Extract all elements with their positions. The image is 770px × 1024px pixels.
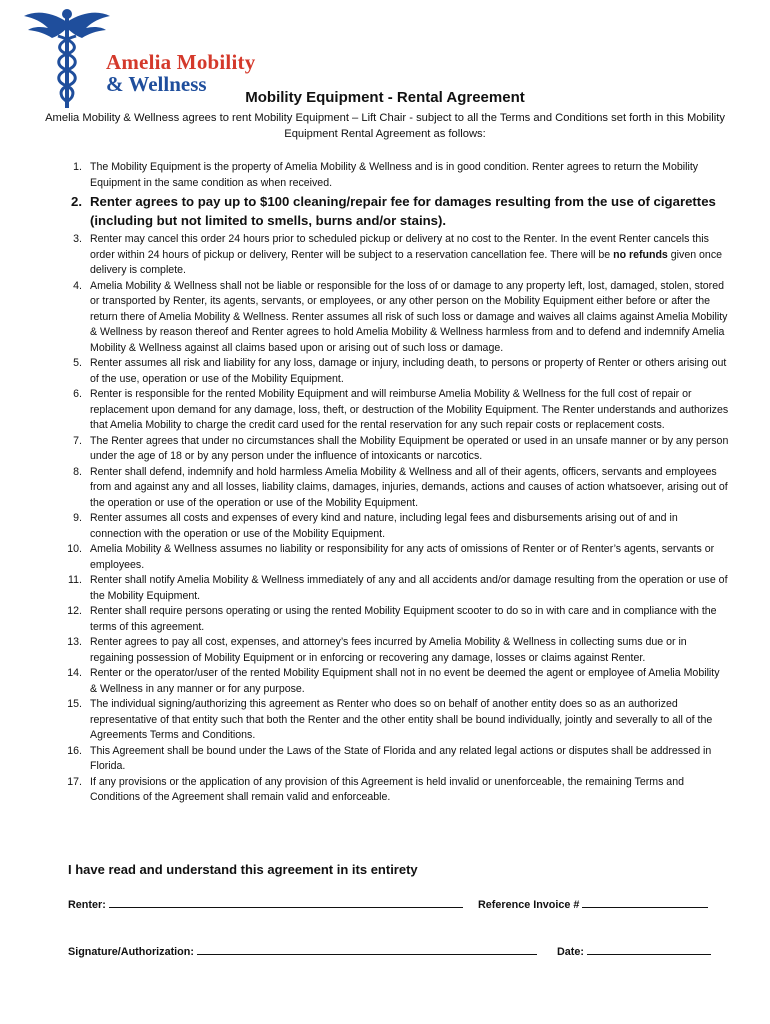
reference-invoice-label: Reference Invoice #: [478, 899, 580, 911]
term-number: 8.: [73, 465, 82, 478]
term-item: [44, 744, 729, 775]
date-label: Date:: [557, 946, 584, 958]
term-item: [44, 465, 729, 512]
term-number: 11.: [68, 574, 82, 586]
term-text: If any provisions or the application of any provision of this Agreement is held invalid or unenforceable, the remaining Terms and Conditions of the Agreement shall remain valid and enforceable.: [90, 775, 684, 803]
term-item: [44, 356, 729, 387]
term-number: 2.: [71, 194, 82, 209]
term-item: [44, 573, 729, 604]
term-number: 16.: [67, 744, 82, 757]
term-number: 1.: [73, 161, 82, 173]
term-text: Renter agrees to pay up to $100 cleaning/repair fee for damages resulting from the use of cigarettes (including but not limited to smells, burns and/or stains).: [90, 194, 716, 228]
term-text-part: given once delivery is complete.: [90, 248, 723, 276]
term-text: The individual signing/authorizing this agreement as Renter who does so on behalf of another entity does so as an authorized representative of that entity such that both the Renter and the other entity shall be bound individually, jointly and severally to all of the Agreements Terms and Conditions.: [90, 698, 713, 741]
signature-line[interactable]: [197, 944, 537, 955]
logo-line-1: Amelia Mobility: [106, 50, 256, 74]
renter-label: Renter:: [68, 899, 106, 911]
logo-line-2: & Wellness: [106, 72, 207, 96]
term-text: Renter assumes all costs and expenses of every kind and nature, including legal fees and disbursements arising out of and in connection with the operation or use of the Mobility Equipment.: [90, 512, 678, 540]
term-text: Renter shall require persons operating or using the rented Mobility Equipment scooter to do so in with care and in compliance with the terms of this agreement.: [90, 605, 717, 633]
term-item: [44, 635, 729, 666]
term-item: [44, 232, 729, 279]
term-text: Renter is responsible for the rented Mobility Equipment and will reimburse Amelia Mobility & Wellness for the full cost of repair or replacement upon demand for any damage, loss, theft, or destruction of the Mobility Equipment. The Renter understands and authorizes that Amelia Mobility to charge the credit card used for the rental reservation for any such repair costs or replacement costs.: [90, 388, 729, 431]
term-number: 6.: [73, 388, 82, 400]
term-number: 12.: [67, 605, 82, 617]
term-text: Renter agrees to pay all cost, expenses, and attorney’s fees incurred by Amelia Mobility & Wellness in collecting sums due or in regaining possession of Mobility Equipment or in enforcing or recovering any damage, losses or claims against Renter.: [90, 636, 687, 664]
date-line[interactable]: [587, 944, 711, 955]
term-text-part: Renter may cancel this order 24 hours prior to scheduled pickup or delivery at no cost to the Renter. In the event Renter cancels this order within 24 hours of pickup or delivery, Renter will be subject to a reservation cancellation fee. There will be: [90, 233, 709, 261]
signature-label: Signature/Authorization:: [68, 946, 194, 958]
term-number: 13.: [67, 636, 82, 648]
term-number: 3.: [73, 233, 82, 245]
intro-paragraph: Amelia Mobility & Wellness agrees to rent Mobility Equipment – Lift Chair - subject to all the Terms and Conditions set forth in this Mobility Equipment Rental Agreement as follows:: [45, 112, 725, 140]
term-text: Amelia Mobility & Wellness assumes no liability or responsibility for any acts of omissions of Renter or of Renter’s agents, servants or employees.: [90, 543, 715, 571]
date-field[interactable]: [557, 944, 711, 958]
term-item: [44, 434, 729, 465]
term-number: 5.: [73, 357, 82, 369]
term-text: This Agreement shall be bound under the Laws of the State of Florida and any related legal actions or disputes shall be addressed in Florida.: [90, 744, 712, 772]
renter-field[interactable]: [68, 897, 463, 911]
reference-invoice-field[interactable]: [478, 897, 708, 911]
reference-invoice-line[interactable]: [582, 897, 708, 908]
term-number: 7.: [73, 434, 82, 447]
term-item: [44, 604, 729, 635]
term-item: [44, 387, 729, 434]
terms-list: [44, 160, 729, 806]
term-item: [44, 279, 729, 357]
term-number: 15.: [67, 698, 82, 710]
term-number: 14.: [67, 667, 82, 679]
acknowledgement-heading: I have read and understand this agreement in its entirety: [68, 862, 418, 877]
term-number: 9.: [73, 512, 82, 524]
term-item: [44, 775, 729, 806]
term-item: [44, 666, 729, 697]
term-item: [44, 697, 729, 744]
term-text: Renter assumes all risk and liability for any loss, damage or injury, including death, to persons or property of Renter or others arising out of the use, operation or use of the Mobility Equipment.: [90, 357, 727, 385]
document-title: Mobility Equipment - Rental Agreement: [245, 89, 525, 106]
term-item: [44, 160, 729, 191]
term-text: Amelia Mobility & Wellness shall not be liable or responsible for the loss of or damage to any property left, lost, damaged, stolen, stored or transported by Renter, its agents, servants, or employees, or any other person on the Mobility Equipment either before or after the return there of Amelia Mobility & Wellness. Renter assumes all risk of such loss or damage and waives all claims against Amelia Mobility & Wellness by reason thereof and Renter agrees to hold Amelia Mobility & Wellness harmless from and to defend and indemnify Amelia Mobility & Wellness against all claims based upon or arising out of such loss or damage.: [90, 279, 728, 354]
term-text: The Mobility Equipment is the property of Amelia Mobility & Wellness and is in good condition. Renter agrees to return the Mobility Equipment in the same condition as when received.: [90, 161, 699, 189]
term-number: 10.: [67, 543, 82, 555]
term-item: [44, 511, 729, 542]
term-text: Renter shall defend, indemnify and hold harmless Amelia Mobility & Wellness and all of their agents, officers, servants and employees from and against any and all losses, liability claims, damages, injuries, demands, actions and causes of action whatsoever, arising out of the operation or use of the operation or use of the Mobility Equipment.: [90, 465, 728, 509]
term-text: [90, 232, 729, 279]
term-text: Renter shall notify Amelia Mobility & Wellness immediately of any and all accidents and/or damage resulting from the operation or use of the Mobility Equipment.: [90, 574, 728, 602]
term-item: [44, 192, 729, 230]
term-bold-text: no refunds: [613, 248, 668, 261]
signature-field[interactable]: [68, 944, 537, 958]
term-text: The Renter agrees that under no circumstances shall the Mobility Equipment be operated or used in an unsafe manner or by any person under the age of 18 or by any person under the influence of intoxicants or narcotics.: [90, 434, 729, 462]
term-number: 17.: [67, 775, 82, 788]
term-number: 4.: [73, 279, 82, 292]
term-item: [44, 542, 729, 573]
term-text: Renter or the operator/user of the rented Mobility Equipment shall not in no event be deemed the agent or employee of Amelia Mobility & Wellness in any manner or for any purpose.: [90, 667, 720, 695]
renter-line[interactable]: [109, 897, 463, 908]
